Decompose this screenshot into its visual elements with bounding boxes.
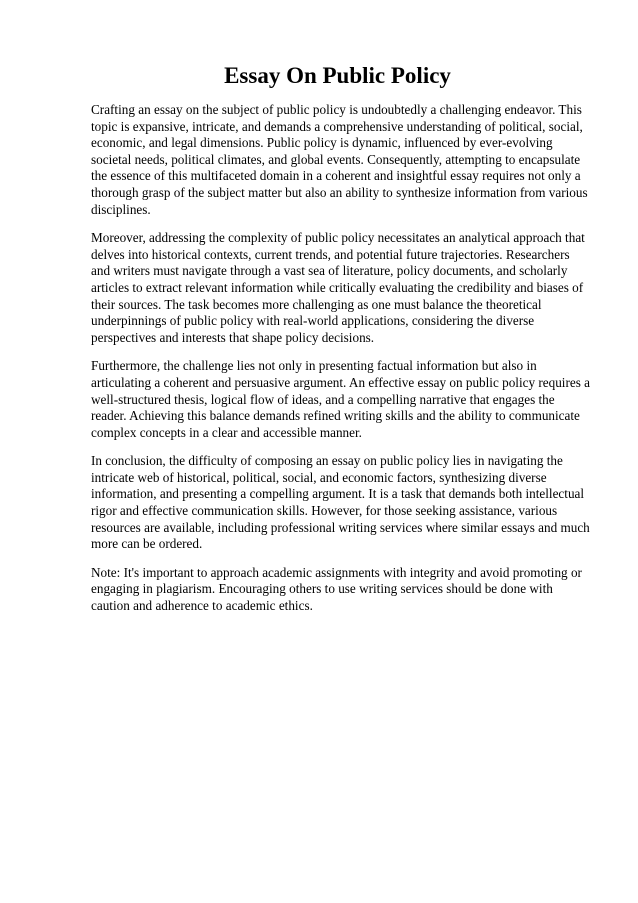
paragraph-complexity: Moreover, addressing the complexity of public policy necessitates an analytical approach that delves into historical contexts, current trends, and potential future trajectories. Researchers and writers must navigate through a vast sea of literature, policy documents, and scholarly articles to extract relevant information while critically evaluating the credibility and biases of their sources. The task becomes more challenging as one must balance the theoretical underpinnings of public policy with real-world applications, considering the diverse perspectives and interests that shape policy decisions. (91, 230, 585, 345)
paragraph-intro: Crafting an essay on the subject of public policy is undoubtedly a challenging endeavor. This topic is expansive, intricate, and demands a comprehensive understanding of political, social, economic, and legal dimensions. Public policy is dynamic, influenced by ever-evolving societal needs, political climates, and global events. Consequently, attempting to encapsulate the essence of this multifaceted domain in a coherent and insightful essay requires not only a thorough grasp of the subject matter but also an ability to synthesize information from various disciplines. (91, 102, 588, 217)
document-title: Essay On Public Policy (224, 63, 451, 88)
paragraph-argument: Furthermore, the challenge lies not only in presenting factual information but also in articulating a coherent and persuasive argument. An effective essay on public policy requires a well-structured thesis, logical flow of ideas, and a compelling narrative that engages the reader. Achieving this balance demands refined writing skills and the ability to communicate complex concepts in a clear and accessible manner. (91, 358, 590, 440)
paragraph-conclusion: In conclusion, the difficulty of composing an essay on public policy lies in navigating the intricate web of historical, political, social, and economic factors, synthesizing diverse information, and presenting a compelling argument. It is a task that demands both intellectual rigor and effective communication skills. However, for those seeking assistance, various resources are available, including professional writing services where similar essays and much more can be ordered. (91, 453, 590, 552)
paragraph-note: Note: It's important to approach academic assignments with integrity and avoid promoting or engaging in plagiarism. Encouraging others to use writing services should be done with caution and adherence to academic ethics. (91, 564, 582, 614)
